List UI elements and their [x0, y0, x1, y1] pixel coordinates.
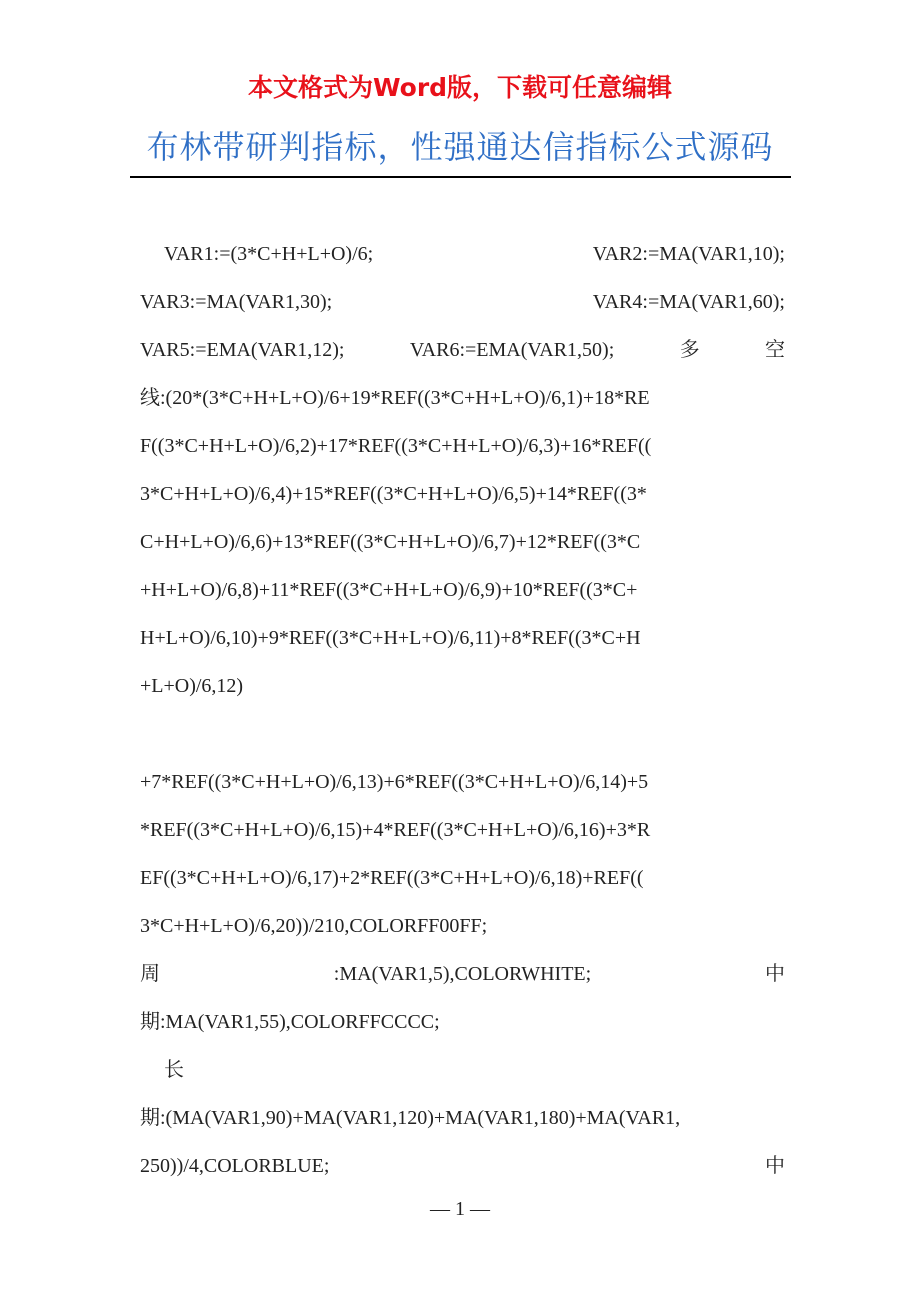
- formula-var6: VAR6:=EMA(VAR1,50);: [409, 339, 615, 361]
- text-line: F((3*C+H+L+O)/6,2)+17*REF((3*C+H+L+O)/6,3)+16*REF((: [140, 435, 652, 457]
- text-line: +L+O)/6,12): [140, 675, 244, 697]
- text-line: 期:MA(VAR1,55),COLORFFCCCC;: [140, 1011, 440, 1033]
- page-number: — 1 —: [430, 1198, 490, 1220]
- label-char: 中: [765, 963, 785, 985]
- format-banner: 本文格式为Word版，下载可任意编辑: [247, 73, 673, 102]
- text-line: C+H+L+O)/6,6)+13*REF((3*C+H+L+O)/6,7)+12*REF((3*C: [140, 531, 641, 553]
- formula-body: [140, 230, 785, 1190]
- formula-var5: VAR5:=EMA(VAR1,12);: [140, 339, 345, 361]
- text-line: 线:(20*(3*C+H+L+O)/6+19*REF((3*C+H+L+O)/6,1)+18*RE: [140, 387, 650, 409]
- title-divider: [130, 176, 791, 178]
- formula-var3: VAR3:=MA(VAR1,30);: [140, 291, 333, 313]
- formula-long-tail: 250))/4,COLORBLUE;: [140, 1155, 330, 1177]
- page-title: 布林带研判指标，性强通达信指标公式源码: [146, 128, 774, 166]
- text-line: [140, 1142, 785, 1190]
- text-line: [140, 950, 785, 998]
- text-line: [140, 278, 785, 326]
- label-char: 多: [679, 339, 700, 361]
- text-line: 长: [164, 1059, 184, 1081]
- text-line: EF((3*C+H+L+O)/6,17)+2*REF((3*C+H+L+O)/6,18)+REF((: [140, 867, 644, 889]
- label-char: 周: [140, 963, 160, 985]
- formula-var1: VAR1:=(3*C+H+L+O)/6;: [164, 243, 374, 265]
- paragraph-gap: [140, 710, 785, 758]
- formula-week: :MA(VAR1,5),COLORWHITE;: [333, 963, 592, 985]
- text-line: [140, 326, 785, 374]
- text-line: 期:(MA(VAR1,90)+MA(VAR1,120)+MA(VAR1,180)+MA(VAR1,: [140, 1107, 681, 1129]
- label-char: 中: [765, 1155, 785, 1177]
- text-line: [140, 230, 785, 278]
- formula-var4: VAR4:=MA(VAR1,60);: [592, 291, 785, 313]
- text-line: +H+L+O)/6,8)+11*REF((3*C+H+L+O)/6,9)+10*REF((3*C+: [140, 579, 638, 601]
- text-line: +7*REF((3*C+H+L+O)/6,13)+6*REF((3*C+H+L+O)/6,14)+5: [140, 771, 649, 793]
- text-line: *REF((3*C+H+L+O)/6,15)+4*REF((3*C+H+L+O)/6,16)+3*R: [140, 819, 651, 841]
- formula-var2: VAR2:=MA(VAR1,10);: [592, 243, 785, 265]
- text-line: H+L+O)/6,10)+9*REF((3*C+H+L+O)/6,11)+8*REF((3*C+H: [140, 627, 641, 649]
- label-char: 空: [764, 339, 785, 361]
- text-line: 3*C+H+L+O)/6,20))/210,COLORFF00FF;: [140, 915, 488, 937]
- text-line: 3*C+H+L+O)/6,4)+15*REF((3*C+H+L+O)/6,5)+14*REF((3*: [140, 483, 647, 505]
